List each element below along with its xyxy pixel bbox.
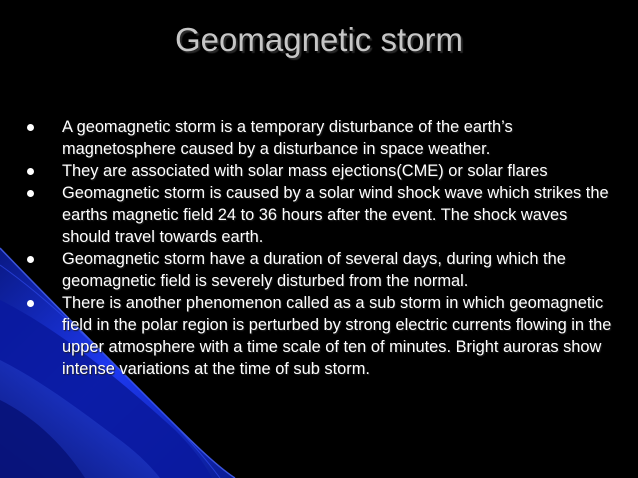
bullet-dot-icon — [27, 124, 34, 131]
bullet-text: They are associated with solar mass ejections(CME) or solar flares — [62, 162, 548, 180]
bullet-text: There is another phenomenon called as a sub storm in which geomagnetic field in the polar region is perturbed by strong electric currents flowing in the upper atmosphere with a time scale of ten of minutes. Bright auroras show intense variations at the time of sub storm. — [62, 294, 612, 378]
bullet-list — [22, 116, 612, 380]
bullet-item — [22, 116, 612, 160]
bullet-dot-icon — [27, 190, 34, 197]
bullet-text: A geomagnetic storm is a temporary disturbance of the earth’s magnetosphere caused by a disturbance in space weather. — [62, 118, 513, 158]
bullet-dot-icon — [27, 256, 34, 263]
slide-title: Geomagnetic storm — [175, 21, 463, 58]
bullet-item — [22, 248, 612, 292]
bullet-text: Geomagnetic storm is caused by a solar wind shock wave which strikes the earths magnetic field 24 to 36 hours after the event. The shock waves should travel towards earth. — [62, 184, 609, 246]
bullet-dot-icon — [27, 300, 34, 307]
bullet-item — [22, 292, 612, 380]
bullet-dot-icon — [27, 168, 34, 175]
bullet-item — [22, 160, 612, 182]
bullet-text: Geomagnetic storm have a duration of several days, during which the geomagnetic field is severely disturbed from the normal. — [62, 250, 566, 290]
bullet-item — [22, 182, 612, 248]
